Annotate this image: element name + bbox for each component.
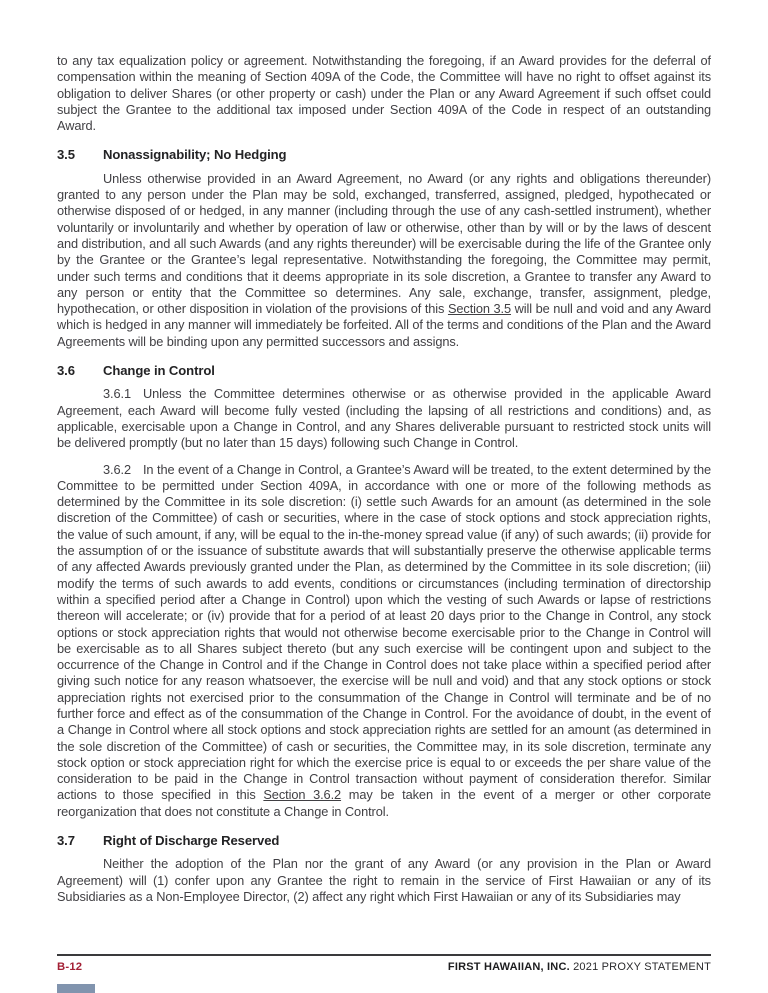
section-3-6-number: 3.6 (57, 363, 75, 379)
section-3-7-number: 3.7 (57, 833, 75, 849)
section-3-6-title: Change in Control (103, 363, 215, 379)
section-3-7-title: Right of Discharge Reserved (103, 833, 280, 849)
paragraph-3-6-1-text: Unless the Committee determines otherwise or as otherwise provided in the applicable Award Agreement, each Award will become fully vested (including the lapsing of all restrictions and conditions) and, as applicable, exercisable upon a Change in Control, and any Shares deliverable pursuant to restricted stock units will be delivered promptly (but no later than 15 days) following such Change in Control. (57, 386, 711, 451)
footer-divider (57, 954, 711, 956)
footer-doc-title-rest: 2021 PROXY STATEMENT (569, 961, 711, 973)
section-3-6-2-link[interactable]: Section 3.6.2 (263, 787, 342, 803)
section-3-7-heading (57, 833, 711, 849)
paragraph-3-6-2-text-pre: In the event of a Change in Control, a Grantee’s Award will be treated, to the extent determined by the Committee to be permitted under Section 409A, in accordance with one or more of the following methods as determined by the Committee in its sole discretion: (i) settle such Awards for an amount (as determined in the sole discretion of the Committee) of cash or securities, where in the case of stock options and stock appreciation rights, the value of such amount, if any, will be equal to the in-the-money spread value (if any) of such awards; (ii) provide for the assumption of or the issuance of substitute awards that will substantially preserve the otherwise applicable terms of any affected Awards previously granted under the Plan, as determined by the Committee in its sole discretion; (iii) modify the terms of such awards to add events, conditions or circumstances (including termination of directorship within a specified period after a Change in Control) upon which the vesting of such Awards or lapse of restrictions thereon will accelerate; or (iv) provide that for a period of at least 20 days prior to the Change in Control, any stock options or stock appreciation rights that would not otherwise become exercisable prior to the Change in Control will be exercisable as to all Shares subject thereto (but any such exercise will be contingent upon and subject to the occurrence of the Change in Control and if the Change in Control does not take place within a specified period after giving such notice for any reason whatsoever, the exercise will be null and void) and that any stock options or stock appreciation rights not exercised prior to the consummation of the Change in Control will terminate and be of no further force and effect as of the consummation of the Change in Control. For the avoidance of doubt, in the event of a Change in Control where all stock options and stock appreciation rights are settled for an amount (as determined in the sole discretion of the Committee) of cash or securities, the Committee may, in its sole discretion, terminate any stock option or stock appreciation right for which the exercise price is equal to or exceeds the per share value of the consideration to be paid in the Change in Control transaction without payment of consideration therefor. Similar actions to those specified in this (57, 461, 711, 803)
paragraph-nonassignability (57, 171, 711, 350)
section-3-6-heading (57, 363, 711, 379)
section-3-5-title: Nonassignability; No Hedging (103, 147, 287, 163)
footer-doc-title (448, 961, 711, 973)
section-3-5-number: 3.5 (57, 147, 75, 163)
subsection-3-6-1-number: 3.6.1 (103, 386, 131, 402)
page-body-text (57, 53, 711, 915)
page-number: B-12 (57, 961, 83, 973)
page-footer (57, 961, 711, 973)
paragraph-right-of-discharge: Neither the adoption of the Plan nor the grant of any Award (or any provision in the Plan or Award Agreement) will (1) confer upon any Grantee the right to remain in the service of First Hawaiian or any of its Subsidiaries as a Non-Employee Director, (2) affect any right which First Hawaiian or any of its Subsidiaries may (57, 856, 711, 904)
section-3-5-heading (57, 147, 711, 163)
footer-company-name: FIRST HAWAIIAN, INC. (447, 961, 570, 973)
paragraph-3-6-2-text-post: may be taken in the event of a merger or other corporate reorganization that does not constitute a Change in Control. (57, 787, 711, 819)
paragraph-3-6-1 (57, 386, 711, 451)
paragraph-tax-equalization-continuation: to any tax equalization policy or agreement. Notwithstanding the foregoing, if an Award provides for the deferral of compensation within the meaning of Section 409A of the Code, the Committee will have no right to offset against its obligation to deliver Shares (or other property or cash) under the Plan or any Award Agreement if such offset could subject the Grantee to the additional tax imposed under Section 409A of the Code in respect of an outstanding Award. (57, 53, 711, 134)
paragraph-nonassignability-text-pre: Unless otherwise provided in an Award Agreement, no Award (or any rights and obligations thereunder) granted to any person under the Plan may be sold, exchanged, transferred, assigned, pledged, hypothecated or otherwise disposed of or hedged, in any manner (including through the use of any cash-settled instrument), whether voluntarily or involuntarily and whether by operation of law or otherwise, other than by will or by the laws of descent and distribution, and all such Awards (and any rights thereunder) will be exercisable during the life of the Grantee only by the Grantee or the Grantee’s legal representative. Notwithstanding the foregoing, the Committee may permit, under such terms and conditions that it deems appropriate in its sole discretion, a Grantee to transfer any Award to any person or entity that the Committee so determines. Any sale, exchange, transfer, assignment, pledge, hypothecation, or other disposition in violation of the provisions of this (57, 170, 711, 317)
paragraph-nonassignability-text-post: will be null and void and any Award which is hedged in any manner will immediately be forfeited. All of the terms and conditions of the Plan and the Award Agreements will be binding upon any permitted successors and assigns. (57, 301, 711, 349)
subsection-3-6-2-number: 3.6.2 (103, 461, 131, 477)
footer-accent-bar (57, 984, 95, 993)
paragraph-3-6-2 (57, 462, 711, 821)
section-3-5-link[interactable]: Section 3.5 (447, 301, 512, 317)
